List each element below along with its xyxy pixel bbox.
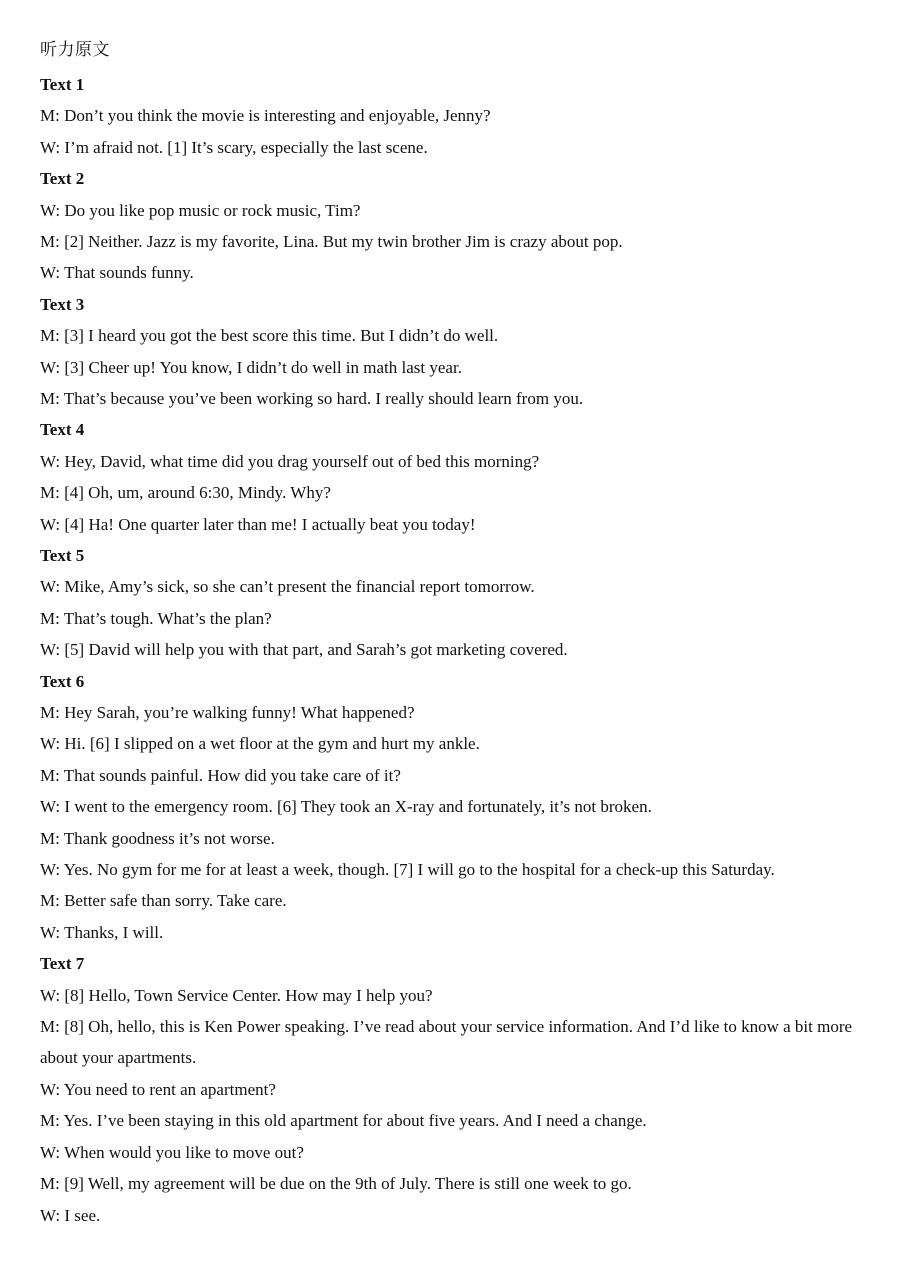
- transcript-section: [40, 948, 870, 1231]
- section-heading: Text 3: [40, 294, 85, 314]
- transcript-section: [40, 666, 870, 949]
- dialogue-line: M: [4] Oh, um, around 6:30, Mindy. Why?: [40, 483, 331, 503]
- page-title: 听力原文: [40, 40, 110, 59]
- section-heading: Text 5: [40, 546, 85, 566]
- dialogue-line: M: [3] I heard you got the best score this time. But I didn’t do well.: [40, 326, 499, 346]
- transcript-sections: [40, 69, 870, 1231]
- transcript-section: [40, 163, 870, 289]
- section-heading: Text 2: [40, 169, 85, 189]
- dialogue-line: M: Don’t you think the movie is interesting and enjoyable, Jenny?: [40, 106, 491, 126]
- dialogue-line: W: Thanks, I will.: [40, 922, 164, 942]
- dialogue-line: W: [3] Cheer up! You know, I didn’t do well in math last year.: [40, 357, 462, 377]
- dialogue-line: W: Hi. [6] I slipped on a wet floor at the gym and hurt my ankle.: [40, 734, 480, 754]
- dialogue-line: W: I see.: [40, 1205, 101, 1225]
- section-heading: Text 6: [40, 671, 85, 691]
- dialogue-line: M: That’s tough. What’s the plan?: [40, 608, 272, 628]
- dialogue-line: M: Hey Sarah, you’re walking funny! What happened?: [40, 703, 415, 723]
- dialogue-line: M: Better safe than sorry. Take care.: [40, 891, 287, 911]
- dialogue-line: M: [8] Oh, hello, this is Ken Power speaking. I’ve read about your service information. And I’d like to know a bit more about your apartments.: [40, 1017, 853, 1068]
- dialogue-line: M: [2] Neither. Jazz is my favorite, Lina. But my twin brother Jim is crazy about pop.: [40, 232, 623, 251]
- dialogue-line: W: When would you like to move out?: [40, 1142, 304, 1162]
- dialogue-line: W: Mike, Amy’s sick, so she can’t present the financial report tomorrow.: [40, 577, 535, 597]
- listening-transcript-document: [40, 38, 870, 1231]
- section-heading: Text 1: [40, 75, 85, 94]
- dialogue-line: W: Do you like pop music or rock music, Tim?: [40, 200, 361, 220]
- dialogue-line: W: Hey, David, what time did you drag yourself out of bed this morning?: [40, 451, 540, 471]
- dialogue-line: W: I went to the emergency room. [6] They took an X-ray and fortunately, it’s not broken.: [40, 797, 652, 817]
- dialogue-line: W: Yes. No gym for me for at least a week, though. [7] I will go to the hospital for a check-up this Saturday.: [40, 860, 775, 880]
- dialogue-line: M: Thank goodness it’s not worse.: [40, 828, 275, 848]
- transcript-section: [40, 540, 870, 666]
- section-heading: Text 4: [40, 420, 85, 440]
- dialogue-line: W: You need to rent an apartment?: [40, 1079, 276, 1099]
- transcript-section: [40, 414, 870, 540]
- dialogue-line: W: [4] Ha! One quarter later than me! I actually beat you today!: [40, 514, 476, 534]
- dialogue-line: M: Yes. I’ve been staying in this old apartment for about five years. And I need a change.: [40, 1111, 647, 1131]
- transcript-section: [40, 69, 870, 163]
- dialogue-line: W: [8] Hello, Town Service Center. How may I help you?: [40, 985, 433, 1005]
- section-heading: Text 7: [40, 954, 85, 974]
- transcript-section: [40, 289, 870, 415]
- dialogue-line: M: [9] Well, my agreement will be due on the 9th of July. There is still one week to go.: [40, 1174, 632, 1194]
- dialogue-line: M: That sounds painful. How did you take care of it?: [40, 765, 401, 785]
- dialogue-line: M: That’s because you’ve been working so hard. I really should learn from you.: [40, 389, 584, 409]
- dialogue-line: W: That sounds funny.: [40, 263, 194, 283]
- dialogue-line: W: [5] David will help you with that part, and Sarah’s got marketing covered.: [40, 640, 568, 660]
- dialogue-line: W: I’m afraid not. [1] It’s scary, especially the last scene.: [40, 137, 428, 157]
